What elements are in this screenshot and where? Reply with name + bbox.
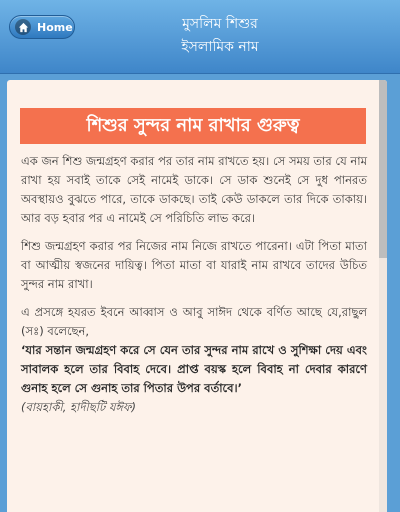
article-body xyxy=(21,152,367,417)
page-title-line-2: ইসলামিক নাম xyxy=(181,39,259,55)
home-icon xyxy=(15,19,31,35)
section-heading: শিশুর সুন্দর নাম রাখার গুরুত্ব xyxy=(20,108,366,144)
home-button[interactable] xyxy=(9,15,75,39)
app-header xyxy=(0,0,400,74)
paragraph-2: শিশু জন্মগ্রহণ করার পর নিজের নাম নিজে রাখতে পারেনা। এটা পিতা মাতা বা আত্মীয় স্বজনের দায়িত্ব। পিতা মাতা বা যারাই নাম রাখবে তাদের উচিত সুন্দর নাম রাখা। xyxy=(21,239,367,291)
page-title-line-1: মুসলিম শিশুর xyxy=(182,16,258,32)
scrollbar-track[interactable] xyxy=(379,80,387,512)
hadith-quote: ‘যার সন্তান জন্মগ্রহণ করে সে যেন তার সুন্দর নাম রাখে ও সুশিক্ষা দেয় এবং সাবালক হলে তার বিবাহ দেবে। প্রাপ্ত বয়স্ক হলে বিবাহ না দেবার কারণে গুনাহ হলে সে গুনাহ তার পিতার উপর বর্তাবে।’ xyxy=(21,343,367,395)
hadith-source: (বায়হাকী, হাদীছটি যঈফ) xyxy=(21,400,136,414)
scrollbar-thumb[interactable] xyxy=(379,80,387,258)
paragraph-1: এক জন শিশু জন্মগ্রহণ করার পর তার নাম রাখতে হয়। সে সময় তার যে নাম রাখা হয় সবাই তাকে সেই নামেই ডাকে। সে ডাক শুনেই সে দুধ পানরত অবস্থায়ও বুঝতে পারে, তাকে ডাকছে। তাই কেউ ডাকলে তার দিকে তাকায়। আর বড় হবার পর এ নামেই সে পরিচিতি লাভ করে। xyxy=(21,154,367,225)
paragraph-3-intro: এ প্রসঙ্গে হযরত ইবনে আব্বাস ও আবু সাঈদ থেকে বর্ণিত আছে যে,রাছুল (সঃ) বলেছেন, xyxy=(21,305,367,338)
content-card[interactable] xyxy=(7,80,387,512)
home-button-label: Home xyxy=(37,20,73,34)
paragraph-3 xyxy=(21,303,367,417)
page-title xyxy=(100,13,340,59)
